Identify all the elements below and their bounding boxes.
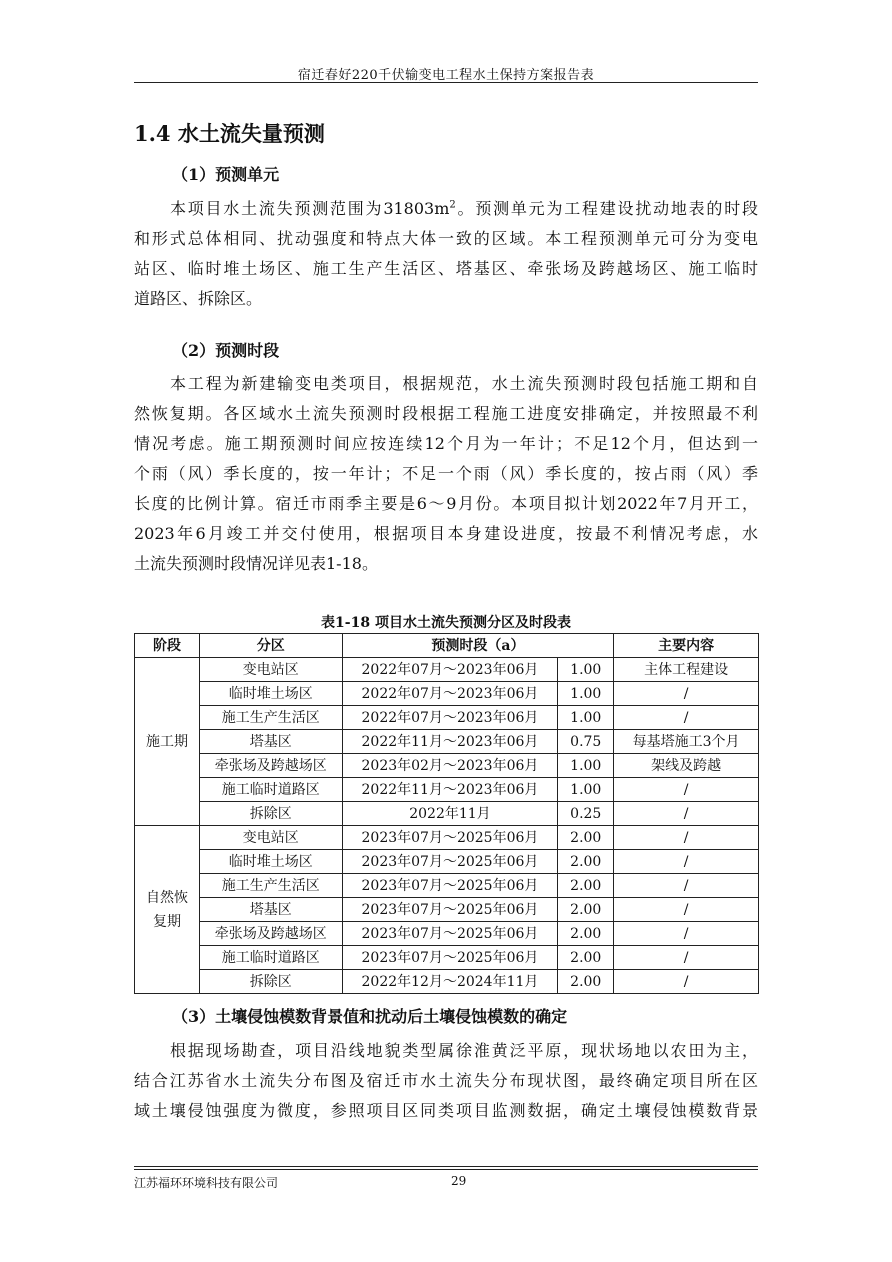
paragraph-line: 站区、临时堆土场区、施工生产生活区、塔基区、牵张场及跨越场区、施工临时 [134,259,758,278]
paragraph-line: 个雨（风）季长度的，按一年计；不足一个雨（风）季长度的，按占雨（风）季 [134,464,758,483]
cell-period: 2022年07月～2023年06月 [342,682,558,706]
paragraph-prediction-units [134,194,758,314]
table-row [135,898,759,922]
cell-period: 2023年07月～2025年06月 [342,874,558,898]
cell-period: 2022年11月 [342,802,558,826]
paragraph-erosion-modulus [134,1036,758,1126]
cell-period: 2023年02月～2023年06月 [342,754,558,778]
cell-period: 2022年11月～2023年06月 [342,778,558,802]
cell-content: 每基塔施工3个月 [614,730,759,754]
cell-period: 2022年07月～2023年06月 [342,706,558,730]
cell-years: 2.00 [558,850,614,874]
cell-content: / [614,970,759,994]
cell-content: / [614,682,759,706]
cell-content: / [614,802,759,826]
cell-zone: 临时堆土场区 [199,850,342,874]
table-header-row [135,634,759,658]
cell-zone: 临时堆土场区 [199,682,342,706]
cell-zone: 拆除区 [199,802,342,826]
cell-content: 架线及跨越 [614,754,759,778]
cell-content: / [614,850,759,874]
paragraph-line: 2023年6月竣工并交付使用，根据项目本身建设进度，按最不利情况考虑，水 [134,524,758,543]
subsection-title-1: （1）预测单元 [172,165,280,184]
footer-company: 江苏福环环境科技有限公司 [134,1176,279,1190]
paragraph-line: 域土壤侵蚀强度为微度，参照项目区同类项目监测数据，确定土壤侵蚀模数背景 [134,1101,758,1120]
header-content: 主要内容 [614,634,759,658]
paragraph-line: 长度的比例计算。宿迁市雨季主要是6～9月份。本项目拟计划2022年7月开工， [134,494,758,513]
paragraph-line: 本项目水土流失预测范围为$31803m^2$。预测单元为工程建设扰动地表的时段 [170,199,758,218]
paragraph-line: 土流失预测时段情况详见表1-18。 [134,554,378,573]
stage-construction: 施工期 [135,658,200,826]
cell-years: 0.25 [558,802,614,826]
table-row [135,802,759,826]
table-row [135,730,759,754]
cell-zone: 牵张场及跨越场区 [199,754,342,778]
table-row [135,778,759,802]
cell-years: 1.00 [558,706,614,730]
table-row [135,970,759,994]
cell-content: / [614,778,759,802]
cell-period: 2023年07月～2025年06月 [342,850,558,874]
paragraph-line: 道路区、拆除区。 [134,289,263,308]
cell-zone: 塔基区 [199,730,342,754]
cell-zone: 变电站区 [199,826,342,850]
header-period: 预测时段（a） [342,634,614,658]
paragraph-line: 情况考虑。施工期预测时间应按连续12个月为一年计；不足12个月，但达到一 [134,434,758,453]
table-row [135,706,759,730]
header-zone: 分区 [199,634,342,658]
cell-years: 1.00 [558,658,614,682]
header-stage: 阶段 [135,634,200,658]
cell-zone: 塔基区 [199,898,342,922]
cell-zone: 变电站区 [199,658,342,682]
table-body [135,658,759,994]
cell-period: 2023年07月～2025年06月 [342,826,558,850]
paragraph-line: 本工程为新建输变电类项目，根据规范，水土流失预测时段包括施工期和自 [170,374,758,393]
subsection-title-2: （2）预测时段 [172,341,280,360]
cell-zone: 施工生产生活区 [199,706,342,730]
table-row [135,754,759,778]
table-row [135,874,759,898]
cell-years: 0.75 [558,730,614,754]
cell-years: 2.00 [558,826,614,850]
table-row [135,922,759,946]
paragraph-line: 结合江苏省水土流失分布图及宿迁市水土流失分布现状图，最终确定项目所在区 [134,1071,758,1090]
cell-years: 2.00 [558,946,614,970]
cell-years: 1.00 [558,778,614,802]
cell-content: / [614,874,759,898]
table-row [135,658,759,682]
table-row [135,850,759,874]
section-title: 1.4 水土流失量预测 [134,121,325,146]
paragraph-line: 和形式总体相同、扰动强度和特点大体一致的区域。本工程预测单元可分为变电 [134,229,758,248]
subsection-title-3: （3）土壤侵蚀模数背景值和扰动后土壤侵蚀模数的确定 [172,1007,568,1026]
superscript: 2 [449,199,456,211]
table-row [135,826,759,850]
cell-period: 2023年07月～2025年06月 [342,922,558,946]
paragraph-prediction-period [134,369,758,579]
cell-years: 1.00 [558,754,614,778]
table-row [135,946,759,970]
cell-period: 2022年12月～2024年11月 [342,970,558,994]
cell-period: 2022年11月～2023年06月 [342,730,558,754]
cell-years: 2.00 [558,874,614,898]
cell-years: 1.00 [558,682,614,706]
cell-zone: 施工生产生活区 [199,874,342,898]
paragraph-line: 然恢复期。各区域水土流失预测时段根据工程施工进度安排确定，并按照最不利 [134,404,758,423]
cell-content: / [614,706,759,730]
cell-years: 2.00 [558,898,614,922]
footer-rule-thin [134,1169,758,1170]
paragraph-line: 根据现场勘查，项目沿线地貌类型属徐淮黄泛平原，现状场地以农田为主， [170,1041,758,1060]
header-rule [134,82,758,83]
table-row [135,682,759,706]
cell-zone: 施工临时道路区 [199,778,342,802]
cell-zone: 牵张场及跨越场区 [199,922,342,946]
cell-period: 2023年07月～2025年06月 [342,898,558,922]
cell-zone: 拆除区 [199,970,342,994]
cell-period: 2023年07月～2025年06月 [342,946,558,970]
cell-content: 主体工程建设 [614,658,759,682]
cell-content: / [614,898,759,922]
footer-rule [134,1166,758,1167]
prediction-table [134,633,759,994]
cell-content: / [614,826,759,850]
cell-zone: 施工临时道路区 [199,946,342,970]
page-header: 宿迁春好220千伏输变电工程水土保持方案报告表 [297,68,595,83]
stage-recovery: 自然恢复期 [135,826,200,994]
page-number: 29 [451,1174,467,1188]
cell-content: / [614,946,759,970]
table-caption: 表1-18 项目水土流失预测分区及时段表 [321,615,571,631]
cell-content: / [614,922,759,946]
cell-period: 2022年07月～2023年06月 [342,658,558,682]
cell-years: 2.00 [558,922,614,946]
cell-years: 2.00 [558,970,614,994]
